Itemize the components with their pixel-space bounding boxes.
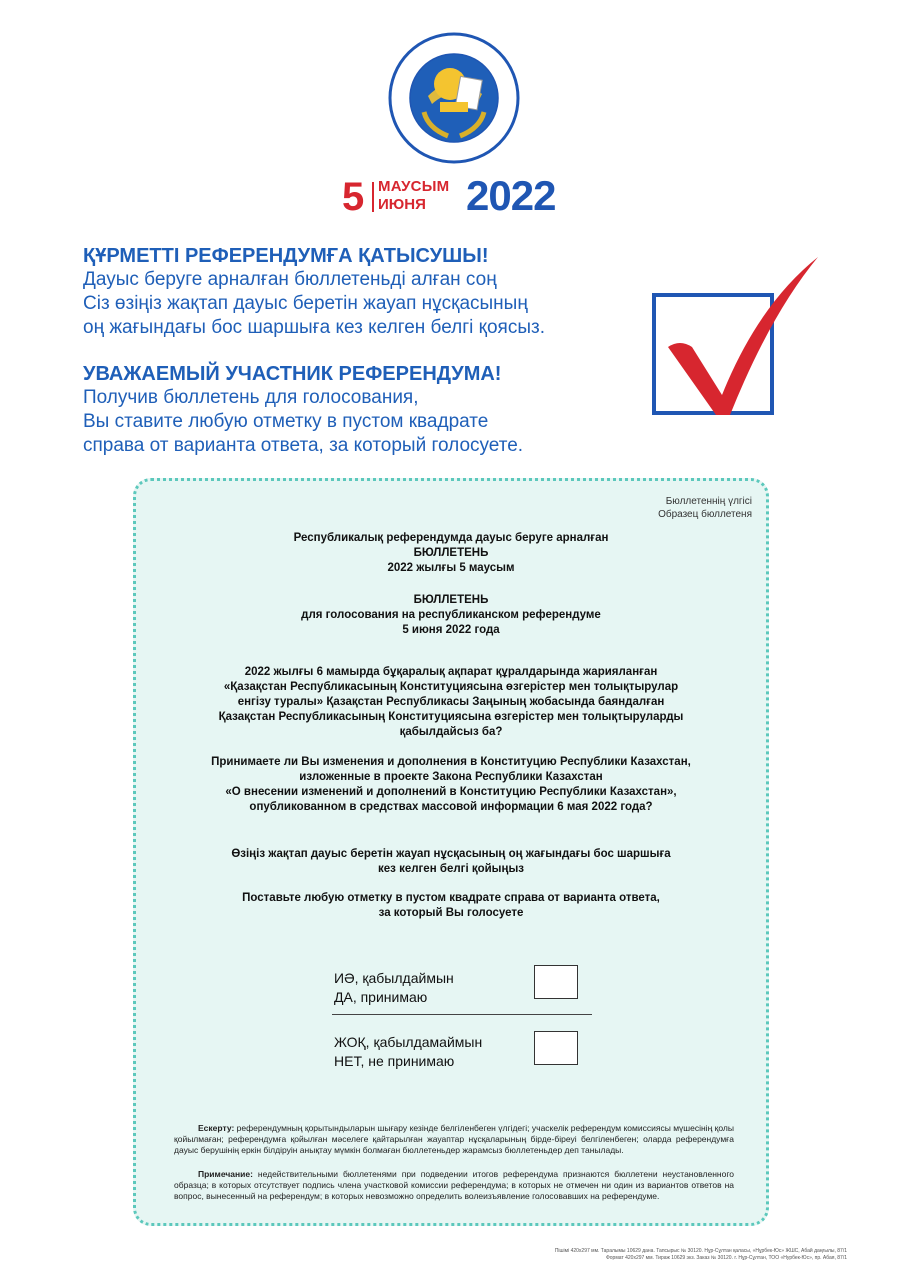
instructions-kz-line: оң жағындағы бос шаршыға кез келген белгі қоясыз.: [83, 317, 545, 338]
question-kz-line: қабылдайсыз ба?: [399, 726, 503, 738]
ballot-header-kz-line: 2022 жылғы 5 маусым: [387, 562, 515, 574]
ballot-instruction-ru-line: Поставьте любую отметку в пустом квадрате справа от варианта ответа,: [242, 892, 660, 904]
note-ru-label: Примечание:: [198, 1169, 253, 1179]
sample-label-ru: Образец бюллетеня: [658, 509, 752, 520]
options-divider: [332, 1014, 592, 1015]
ballot-instruction-kz: [136, 847, 766, 877]
question-kz-line: «Қазақстан Республикасының Конституциясына өзгерістер мен толықтырулар: [223, 681, 679, 693]
option-no-kz: ЖОҚ, қабылдамаймын: [334, 1034, 483, 1050]
instructions-ru-line: Получив бюллетень для голосования,: [83, 387, 419, 408]
question-ru-line: «О внесении изменений и дополнений в Конституцию Республики Казахстан»,: [225, 786, 677, 798]
ballot-question-ru: [136, 755, 766, 815]
ballot-header-kz-line: Республикалық референдумда дауыс беруге арналған: [293, 532, 609, 544]
note-kz-text: референдумның қорытындыларын шығару кезінде белгіленбеген үлгідегі; учаскелік референдум комиссиясы мүшесінің қолы қойылмаған; референдумға қойылған мәселеге қайтарылған жауаптар нұсқаларының бірде-біреуі белгіленбеген; оларда референдумға дауыс берушінің еркін білдіруін анықтау мүмкін болмаған бюллетеньдер жарамсыз бюллетеньдер деп танылады.: [174, 1123, 734, 1155]
ballot-header-ru-line: 5 июня 2022 года: [402, 624, 500, 636]
instructions-kz-heading: ҚҰРМЕТТІ РЕФЕРЕНДУМҒА ҚАТЫСУШЫ!: [83, 245, 489, 267]
option-yes-ru: ДА, принимаю: [334, 989, 428, 1005]
question-ru-line: опубликованном в средствах массовой информации 6 мая 2022 года?: [249, 801, 653, 813]
question-kz-line: 2022 жылғы 6 мамырда бұқаралық ақпарат құралдарында жарияланған: [244, 666, 658, 678]
ballot-header-kz-line: БЮЛЛЕТЕНЬ: [413, 547, 489, 559]
ballot-note-ru: [174, 1169, 734, 1202]
date-divider: [372, 182, 374, 212]
referendum-commission-seal: [388, 32, 520, 164]
imprint-line-ru: Формат 420х297 мм. Тираж 10629 экз. Заказ № 30120. г. Нұр-Сұлтан, ТОО «Нурбек-Юс», пр. Абая, 87/1: [605, 1255, 847, 1261]
ballot-sample: [133, 478, 769, 1226]
date-day: 5: [342, 175, 365, 219]
date-month-kz: МАУСЫМ: [378, 178, 450, 195]
ballot-instruction-kz-line: кез келген белгі қойыңыз: [378, 863, 524, 875]
ballot-header-kz: [136, 531, 766, 576]
question-ru-line: Принимаете ли Вы изменения и дополнения в Конституцию Республики Казахстан,: [211, 756, 691, 768]
option-no-label: [334, 1033, 482, 1071]
ballot-header-ru: [136, 593, 766, 638]
ballot-instruction-kz-line: Өзіңіз жақтап дауыс беретін жауап нұсқасының оң жағындағы бос шаршыға: [231, 848, 671, 860]
instructions-ru-line: Вы ставите любую отметку в пустом квадрате: [83, 411, 489, 432]
voter-instructions-kz: [83, 244, 643, 340]
option-yes-label: [334, 969, 454, 1007]
date-year: 2022: [466, 172, 556, 219]
instructions-kz-line: Дауыс беруге арналған бюллетеньді алған соң: [83, 269, 497, 290]
imprint-line-kz: Пішімі 420х297 мм. Таралымы 10629 дана. Тапсырыс № 30120. Нұр-Сұлтан қаласы, «Нұрбек-Юс» ЖШС, Абай даңғылы, 87/1: [554, 1248, 847, 1254]
note-kz-label: Ескерту:: [198, 1123, 235, 1133]
sample-label-kz: Бюллетеннің үлгісі: [665, 496, 752, 507]
question-kz-line: енгізу туралы» Қазақстан Республикасы Заңының жобасында баяндалған: [237, 696, 665, 708]
option-yes-kz: ИӘ, қабылдаймын: [334, 970, 454, 986]
ballot-instruction-ru-line: за который Вы голосуете: [378, 907, 524, 919]
ballot-question-kz: [136, 665, 766, 740]
ballot-note-kz: [174, 1123, 734, 1156]
print-imprint: [555, 1248, 847, 1262]
voter-instructions-ru: [83, 362, 643, 458]
option-no-ru: НЕТ, не принимаю: [334, 1053, 455, 1069]
ballot-header-ru-line: БЮЛЛЕТЕНЬ: [413, 594, 489, 606]
checkmark-example-icon: [650, 255, 820, 425]
sample-label: [658, 495, 752, 521]
question-kz-line: Қазақстан Республикасының Конституциясына өзгерістер мен толықтыруларды: [218, 711, 684, 723]
instructions-kz-line: Сіз өзіңіз жақтап дауыс беретін жауап нұсқасының: [83, 293, 528, 314]
date-month-ru: ИЮНЯ: [378, 196, 426, 213]
option-yes-checkbox[interactable]: [534, 965, 578, 999]
question-ru-line: изложенные в проекте Закона Республики Казахстан: [299, 771, 603, 783]
instructions-ru-line: справа от варианта ответа, за который голосуете.: [83, 435, 524, 456]
instructions-ru-heading: УВАЖАЕМЫЙ УЧАСТНИК РЕФЕРЕНДУМА!: [83, 363, 502, 385]
note-ru-text: недействительными бюллетенями при подведении итогов референдума признаются бюллетени неустановленного образца; в которых отсутствует подпись члена участковой комиссии референдума; в которых не отмечен ни один из вариантов ответов на вопрос, вынесенный на референдум; в которых невозможно определить волеизъявление голосовавших на референдуме.: [174, 1169, 734, 1201]
ballot-header-ru-line: для голосования на республиканском референдуме: [301, 609, 601, 621]
ballot-instruction-ru: [136, 891, 766, 921]
option-no-checkbox[interactable]: [534, 1031, 578, 1065]
